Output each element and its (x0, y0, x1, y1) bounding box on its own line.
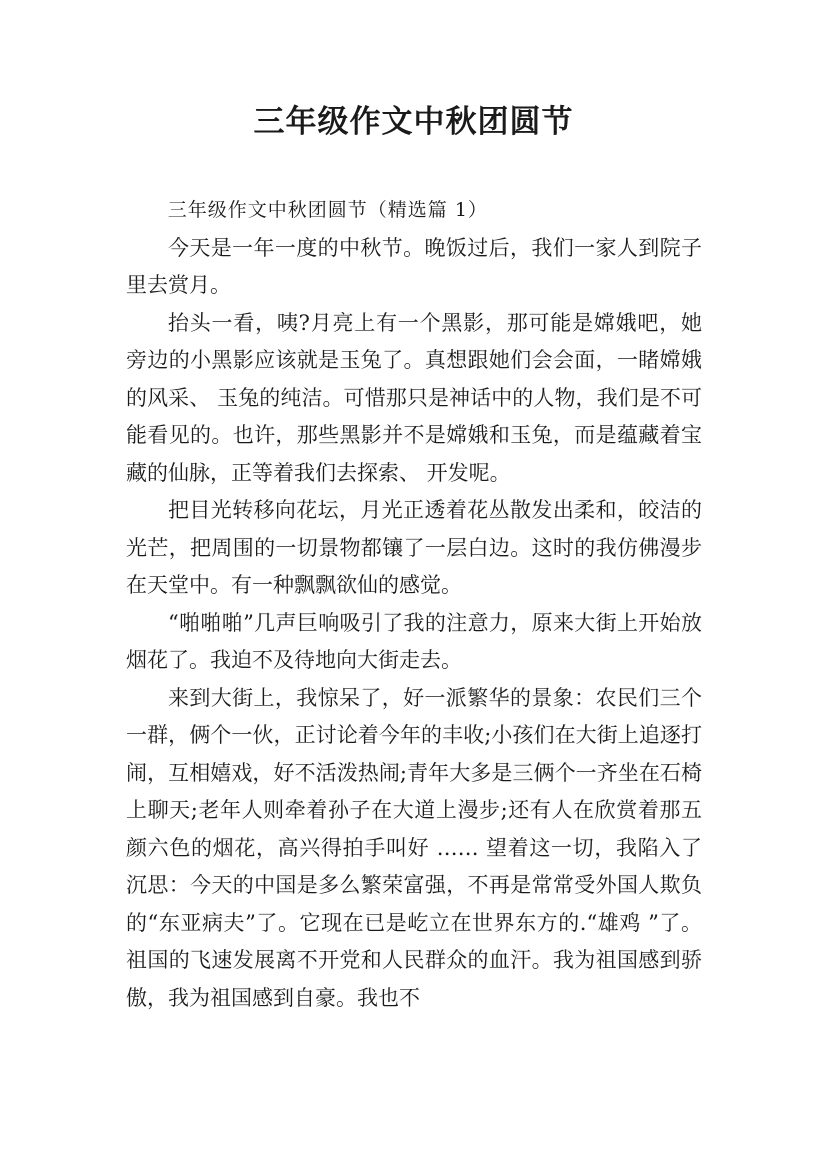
paragraph: 抬头一看，咦?月亮上有一个黑影，那可能是嫦娥吧，她旁边的小黑影应该就是玉兔了。真想跟她们会会面，一睹嫦娥的风采、 玉兔的纯洁。可惜那只是神话中的人物，我们是不可能看见的。也许，那些黑影并不是嫦娥和玉兔，而是蕴藏着宝藏的仙脉，正等着我们去探索、 开发呢。 (126, 310, 702, 485)
document-body (126, 192, 702, 1017)
paragraph: “啪啪啪”几声巨响吸引了我的注意力，原来大街上开始放烟花了。我迫不及待地向大街走去。 (126, 610, 702, 672)
paragraph: 来到大街上，我惊呆了，好一派繁华的景象：农民们三个一群，俩个一伙，正讨论着今年的丰收;小孩们在大街上追逐打闹，互相嬉戏，好不活泼热闹;青年大多是三俩个一齐坐在石椅上聊天;老年人则牵着孙子在大道上漫步;还有人在欣赏着那五颜六色的烟花，高兴得拍手叫好 …… 望着这一切，我陷入了沉思：今天的中国是多么繁荣富强，不再是常常受外国人欺负的“东亚病夫”了。它现在已是屹立在世界东方的.“雄鸡 ”了。祖国的飞速发展离不开党和人民群众的血汗。我为祖国感到骄傲，我为祖国感到自豪。我也不 (126, 685, 702, 1010)
paragraph: 把目光转移向花坛，月光正透着花丛散发出柔和，皎洁的光芒，把周围的一切景物都镶了一层白边。这时的我仿佛漫步在天堂中。有一种飘飘欲仙的感觉。 (126, 498, 702, 597)
section-subtitle: 三年级作文中秋团圆节（精选篇 1） (167, 199, 488, 221)
paragraph: 今天是一年一度的中秋节。晚饭过后，我们一家人到院子里去赏月。 (126, 235, 702, 297)
document-title: 三年级作文中秋团圆节 (253, 104, 574, 140)
